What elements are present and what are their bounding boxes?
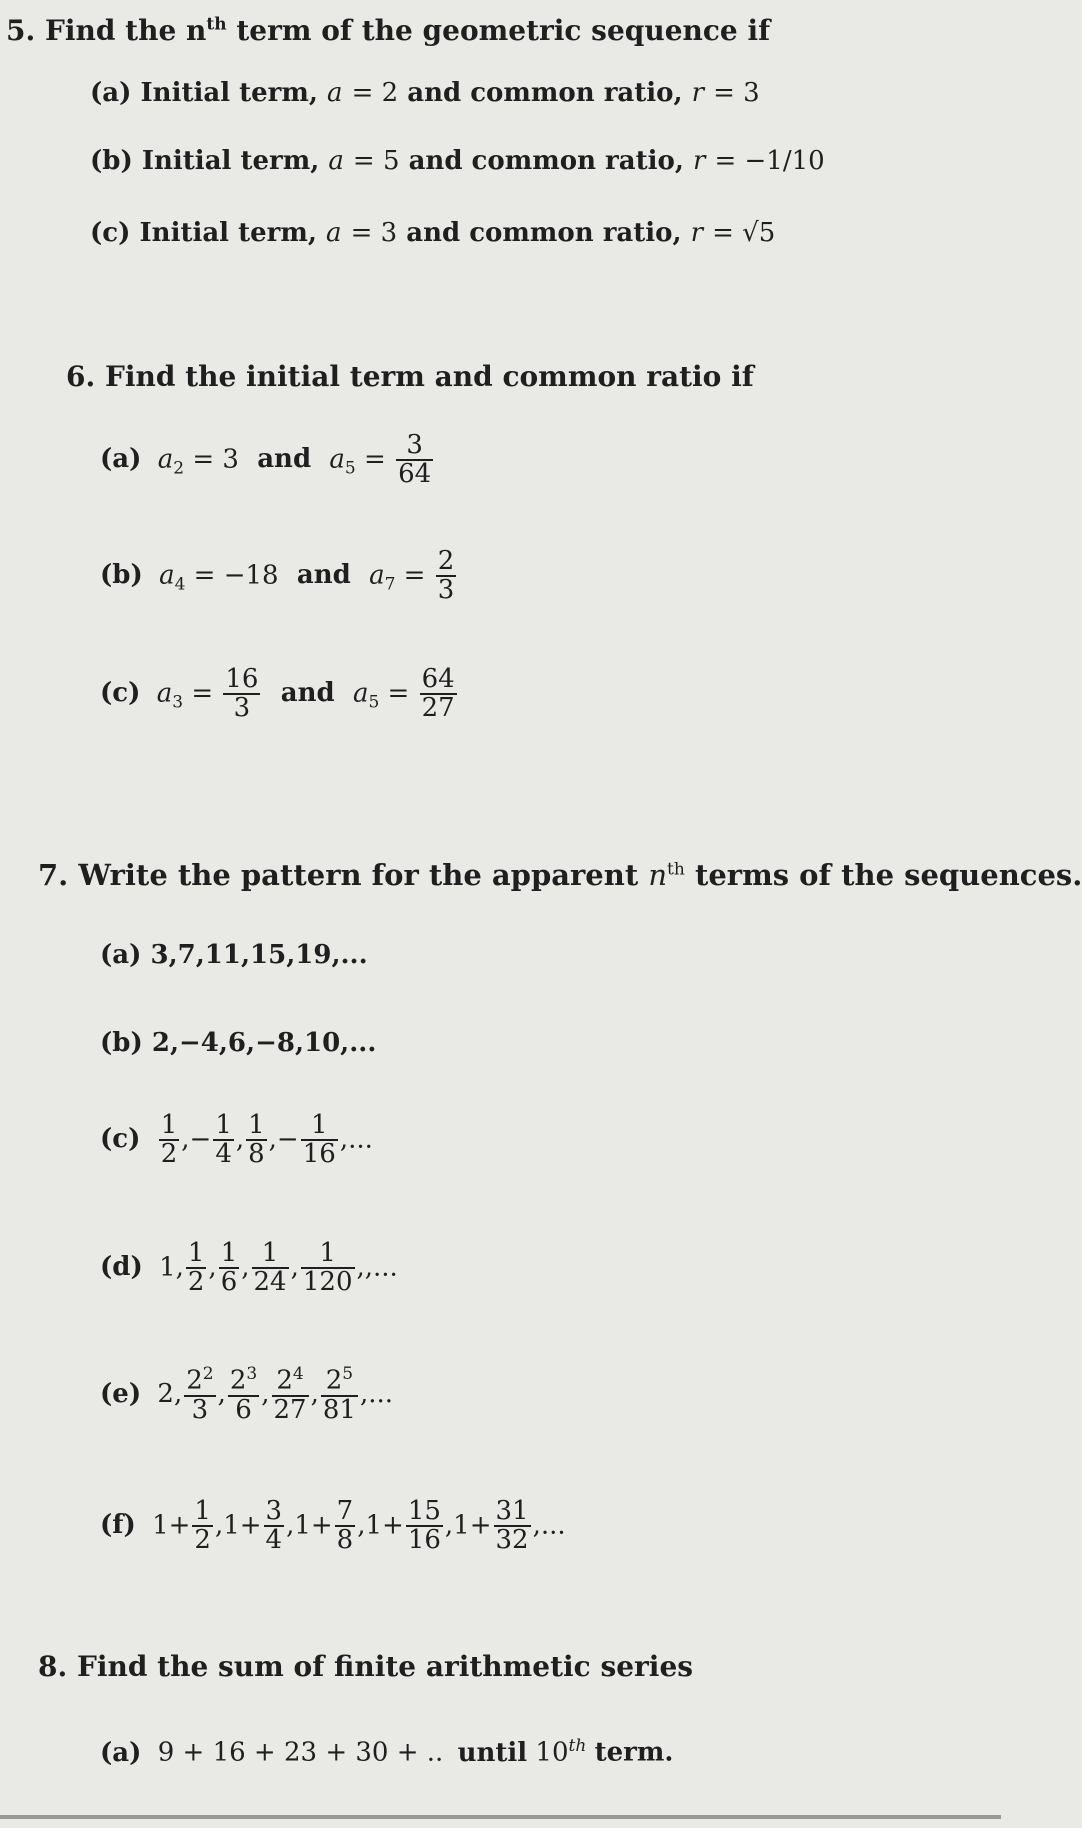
q6-a-sub1: 2 [173,458,185,479]
q5-title [6,14,770,47]
q7-f-d4: 16 [407,1525,441,1556]
q6-a-label: (a) [100,444,142,475]
q6-c-fraction1 [223,666,260,723]
q7-title [38,858,1082,892]
q6-c-lhs2: a [352,678,369,709]
q7-c-d3: 8 [248,1139,265,1170]
q6-a-rhs1: = 3 [192,444,239,475]
q7-title-sup: th [667,859,685,880]
q7-d-n2: 1 [220,1238,238,1268]
q7-e-end: ,... [359,1379,394,1410]
q8-a-n: 10 [535,1737,569,1768]
q6-a-and: and [257,444,312,475]
q7-c-d2: 4 [215,1139,232,1170]
q7-d-sep1: , [208,1252,217,1283]
q5-b-eq2: = −1/10 [714,146,825,176]
q5-c-eq1: = 3 [350,218,398,248]
q6-c-and: and [280,678,335,709]
q5-c-label: (c) [90,218,131,248]
q6-a-num: 3 [406,430,423,460]
q7-d-label: (d) [100,1252,143,1283]
q7-e-b4: 2 [325,1365,343,1396]
q7-e-frac3 [272,1366,309,1424]
q7-e-label: (e) [100,1379,142,1410]
q5-title-sup: th [206,14,227,35]
q6-a-lhs2: a [329,444,345,475]
q5-a-eq1: = 2 [351,78,399,108]
q7-part-d [100,1240,398,1297]
q7-f-frac5 [494,1498,531,1555]
q5-a-text1: Initial term, [140,78,318,108]
q7-c-s3: ,− [268,1124,299,1155]
q7-e-d2: 6 [228,1395,259,1424]
q6-c-eq1: = [191,678,214,709]
q7-title-text: 7. Write the pattern for the apparent [38,858,639,892]
q6-b-den: 3 [437,575,455,606]
q6-b-sub2: 7 [384,574,396,595]
q7-f-d1: 2 [194,1525,211,1556]
q7-d-sep2: , [241,1252,250,1283]
q5-a-text2: and common ratio, [407,78,683,108]
q7-part-a [100,940,368,970]
q6-a-den: 64 [398,459,432,490]
q5-b-text2: and common ratio, [408,146,684,176]
q7-d-frac2 [219,1240,240,1297]
q7-d-d2: 6 [220,1267,238,1298]
q7-c-end: ,... [339,1124,373,1155]
q6-c-label: (c) [100,678,141,709]
q5-c-text2: and common ratio, [406,218,682,248]
q6-b-lhs1: a [159,560,175,591]
q7-e-sep3: , [310,1379,319,1410]
q7-d-end: ,,... [356,1252,398,1283]
q5-b-var1: a [328,146,344,176]
q7-d-n1: 1 [187,1238,205,1268]
q5-b-eq1: = 5 [352,146,400,176]
q7-d-frac3 [252,1240,289,1297]
q6-title: 6. Find the initial term and common ratio if [66,360,754,393]
q6-c-sub1: 3 [172,692,184,713]
q8-a-rest: term. [594,1737,674,1768]
q7-d-frac1 [186,1240,207,1297]
q5-c-var2: r [690,218,704,248]
q6-a-lhs1: a [157,444,174,475]
q7-c-d1: 2 [160,1139,178,1170]
q7-d-frac4 [301,1240,355,1297]
q6-c-fraction2 [420,666,457,723]
q7-c-frac1 [159,1112,180,1169]
q6-c-lhs1: a [156,678,173,709]
q7-f-n5: 31 [495,1496,529,1526]
q7-c-s1: ,− [181,1124,212,1155]
q7-c-n3: 1 [248,1110,265,1140]
q7-f-sep1: ,1+ [214,1510,262,1541]
q5-b-var2: r [692,146,706,176]
q6-part-c [100,666,459,723]
q7-e-p4: 5 [342,1364,354,1384]
q7-f-n3: 7 [336,1496,354,1526]
page-bottom-edge [0,1815,1001,1819]
q7-part-b [100,1028,376,1058]
q5-b-label: (b) [90,146,133,176]
q7-f-sep3: ,1+ [357,1510,404,1541]
q7-d-lead: 1, [159,1252,184,1283]
q6-b-num: 2 [437,546,455,576]
q7-f-frac2 [264,1498,285,1555]
q8-a-label: (a) [100,1737,142,1768]
q8-title: 8. Find the sum of finite arithmetic series [38,1650,694,1683]
q6-b-lhs2: a [369,560,385,591]
q7-e-lead: 2, [157,1379,183,1410]
q7-c-frac3 [246,1112,267,1169]
q5-c-text1: Initial term, [139,218,317,248]
q7-c-d4: 16 [302,1139,336,1170]
q7-e-p1: 2 [202,1364,214,1384]
q5-part-c [90,218,775,248]
q6-a-eq2: = [364,444,386,475]
q7-f-d3: 8 [336,1525,354,1556]
q7-f-sep2: ,1+ [286,1510,333,1541]
q6-c-eq2: = [387,678,410,709]
q6-c-num2: 64 [421,664,455,694]
q8-part-a [100,1736,673,1768]
q5-a-var2: r [691,78,705,108]
q7-f-d2: 4 [265,1525,283,1556]
q5-part-a [90,78,760,108]
q7-d-d1: 2 [187,1267,205,1298]
q5-a-label: (a) [90,78,132,108]
q6-c-sub2: 5 [368,692,380,713]
q6-c-den2: 27 [421,693,455,724]
q6-part-b [100,548,458,605]
q6-b-rhs1: = −18 [193,560,279,591]
q7-d-n3: 1 [261,1238,279,1268]
q7-f-label: (f) [100,1510,136,1541]
q7-c-frac2 [213,1112,234,1169]
q7-f-end: ,... [532,1510,566,1541]
q7-f-n4: 15 [407,1496,441,1526]
q6-b-fraction [436,548,457,605]
q8-a-sup: th [568,1736,587,1756]
q7-e-frac2 [228,1366,259,1424]
q6-a-sub2: 5 [344,458,356,479]
q7-f-frac4 [406,1498,443,1555]
q7-d-d4: 120 [302,1267,353,1298]
q5-c-var1: a [325,218,342,248]
q7-d-d3: 24 [253,1267,287,1298]
q5-b-text1: Initial term, [141,146,320,176]
q6-b-sub1: 4 [174,574,186,595]
q7-e-p3: 4 [292,1364,304,1384]
q7-title-rest: terms of the sequences. [694,858,1082,892]
q7-c-s2: , [235,1124,245,1155]
q7-f-d5: 32 [495,1525,529,1556]
q7-f-n2: 3 [265,1496,283,1526]
q7-c-n2: 1 [215,1110,232,1140]
q6-c-num1: 16 [225,664,259,694]
q7-f-frac3 [335,1498,356,1555]
q7-e-b2: 2 [229,1365,247,1396]
q7-f-sep4: ,1+ [444,1510,492,1541]
q7-e-b1: 2 [186,1365,203,1396]
q7-c-frac4 [301,1112,338,1169]
q7-e-sep2: , [261,1379,270,1410]
q5-title-rest: term of the geometric sequence if [236,14,771,47]
q7-a-seq: 3,7,11,15,19,... [150,940,368,970]
q5-a-var1: a [327,78,343,108]
q6-a-fraction [396,432,433,489]
q6-b-label: (b) [100,560,143,591]
q7-d-sep3: , [290,1252,299,1283]
q7-a-label: (a) [100,940,142,970]
q7-part-f [100,1498,566,1555]
q7-e-d3: 27 [273,1394,307,1425]
q7-e-frac1 [184,1366,215,1424]
q5-title-text: 5. Find the n [6,14,207,47]
q7-part-e [100,1366,393,1424]
q7-c-n1: 1 [160,1110,178,1140]
q7-c-n4: 1 [311,1110,328,1140]
q7-part-c [100,1112,373,1169]
q6-b-and: and [296,560,351,591]
q7-f-frac1 [192,1498,213,1555]
q7-d-n4: 1 [319,1238,336,1268]
q7-b-label: (b) [100,1028,143,1058]
q5-part-b [90,146,825,176]
q7-b-seq: 2,−4,6,−8,10,... [151,1028,377,1058]
q7-e-d1: 3 [184,1395,215,1424]
q7-e-b3: 2 [276,1365,293,1396]
q6-b-eq2: = [403,560,426,591]
q6-c-den1: 3 [223,693,260,722]
q7-e-d4: 81 [322,1394,356,1425]
q7-f-n1: 1 [194,1496,211,1526]
q7-e-frac4 [321,1366,358,1424]
q7-c-label: (c) [100,1124,141,1155]
q7-f-one: 1+ [152,1510,191,1541]
q8-a-until: until [457,1737,528,1768]
q6-part-a [100,432,435,489]
q5-c-eq2: = √5 [712,218,776,248]
q8-a-expr: 9 + 16 + 23 + 30 + .. [157,1737,444,1768]
q7-title-var: n [648,858,668,892]
q5-a-eq2: = 3 [713,78,760,108]
q7-e-sep1: , [217,1379,226,1410]
q7-e-p2: 3 [246,1364,258,1384]
